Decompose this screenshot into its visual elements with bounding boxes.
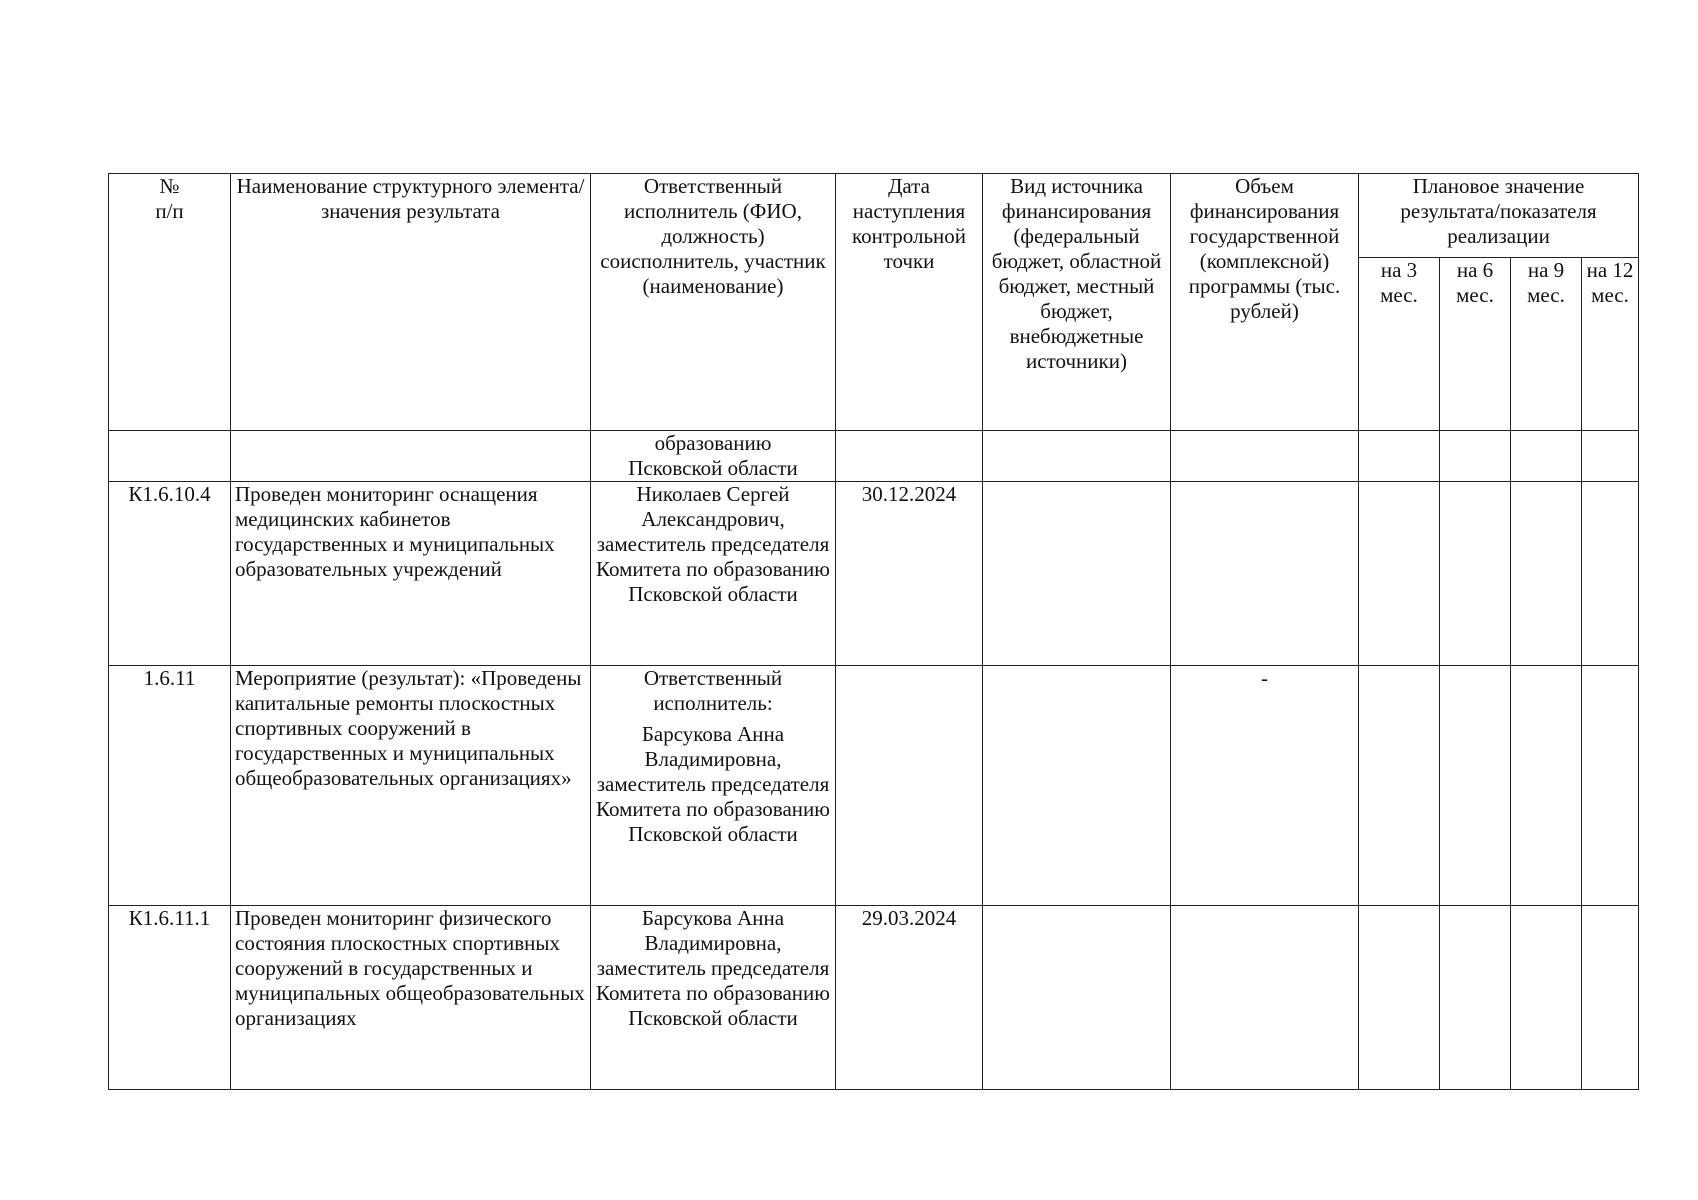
cell-control-date xyxy=(836,666,983,906)
table-row xyxy=(109,666,1639,906)
executor-line: Ответственный исполнитель: xyxy=(643,666,783,715)
cell-control-date: 30.12.2024 xyxy=(836,482,983,666)
header-number xyxy=(109,174,231,431)
cell-month-9 xyxy=(1511,666,1582,906)
cell-funding-volume xyxy=(1171,906,1359,1090)
cell-month-9 xyxy=(1511,906,1582,1090)
cell-month-9 xyxy=(1511,482,1582,666)
cell-month-9 xyxy=(1511,431,1582,482)
executor-line: Николаев Сергей Александрович, заместитель председателя Комитета по образованию Псковской области xyxy=(596,482,830,606)
cell-number xyxy=(109,431,231,482)
table-row xyxy=(109,431,1639,482)
header-number-label: п/п xyxy=(155,199,184,223)
header-element-name: Наименование структурного элемента/ значения результата xyxy=(231,174,591,431)
header-number-sign: № xyxy=(159,174,180,198)
cell-month-12 xyxy=(1582,482,1639,666)
cell-element-name: Мероприятие (результат): «Проведены капитальные ремонты плоскостных спортивных сооружений в государственных и муниципальных общеобразовательных организациях» xyxy=(231,666,591,906)
cell-month-12 xyxy=(1582,666,1639,906)
cell-month-6 xyxy=(1440,482,1511,666)
cell-funding-source xyxy=(983,666,1171,906)
cell-control-date: 29.03.2024 xyxy=(836,906,983,1090)
header-month-3: на 3 мес. xyxy=(1359,258,1440,431)
cell-month-3 xyxy=(1359,906,1440,1090)
table-row xyxy=(109,482,1639,666)
cell-element-name: Проведен мониторинг физического состояния плоскостных спортивных сооружений в государственных и муниципальных общеобразовательных организациях xyxy=(231,906,591,1090)
cell-funding-volume: - xyxy=(1171,666,1359,906)
cell-month-3 xyxy=(1359,431,1440,482)
cell-month-3 xyxy=(1359,482,1440,666)
header-month-12: на 12 мес. xyxy=(1582,258,1639,431)
cell-element-name: Проведен мониторинг оснащения медицинских кабинетов государственных и муниципальных образовательных учреждений xyxy=(231,482,591,666)
executor-line: Барсукова Анна Владимировна, заместитель председателя Комитета по образованию Псковской области xyxy=(596,722,830,846)
cell-funding-source xyxy=(983,482,1171,666)
cell-control-date xyxy=(836,431,983,482)
cell-funding-volume xyxy=(1171,482,1359,666)
executor-line: Барсукова Анна Владимировна, заместитель председателя Комитета по образованию Псковской области xyxy=(596,906,830,1030)
cell-executor xyxy=(591,666,836,906)
cell-funding-volume xyxy=(1171,431,1359,482)
table-row xyxy=(109,906,1639,1090)
cell-executor xyxy=(591,431,836,482)
header-month-6: на 6 мес. xyxy=(1440,258,1511,431)
header-executor: Ответственный исполнитель (ФИО, должность) соисполнитель, участник (наименование) xyxy=(591,174,836,431)
cell-month-12 xyxy=(1582,431,1639,482)
cell-month-3 xyxy=(1359,666,1440,906)
cell-funding-source xyxy=(983,431,1171,482)
cell-number: К1.6.10.4 xyxy=(109,482,231,666)
header-funding-source: Вид источника финансирования (федеральный бюджет, областной бюджет, местный бюджет, внебюджетные источники) xyxy=(983,174,1171,431)
cell-funding-source xyxy=(983,906,1171,1090)
cell-executor xyxy=(591,482,836,666)
cell-number: 1.6.11 xyxy=(109,666,231,906)
plan-table xyxy=(108,173,1639,1090)
executor-line: Псковской области xyxy=(628,456,798,480)
cell-month-6 xyxy=(1440,666,1511,906)
header-funding-volume: Объем финансирования государственной (комплексной) программы (тыс. рублей) xyxy=(1171,174,1359,431)
cell-month-6 xyxy=(1440,906,1511,1090)
header-month-9: на 9 мес. xyxy=(1511,258,1582,431)
cell-number: К1.6.11.1 xyxy=(109,906,231,1090)
header-control-date: Дата наступления контрольной точки xyxy=(836,174,983,431)
cell-month-12 xyxy=(1582,906,1639,1090)
cell-executor xyxy=(591,906,836,1090)
header-planned-value: Плановое значение результата/показателя реализации xyxy=(1359,174,1639,258)
executor-line: образованию xyxy=(654,431,772,455)
cell-month-6 xyxy=(1440,431,1511,482)
cell-element-name xyxy=(231,431,591,482)
